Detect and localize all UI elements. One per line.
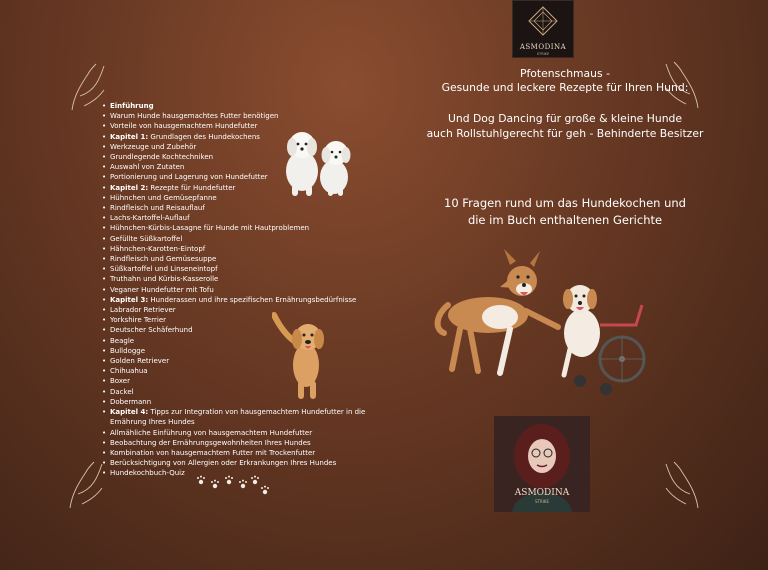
toc-item-bold-label: Kapitel 1: (110, 132, 149, 141)
author-portrait (494, 416, 590, 512)
toc-item (102, 315, 372, 325)
toc-item (102, 458, 372, 468)
toc-item-label: Rindfleisch und Gemüsesuppe (110, 255, 217, 264)
toc-item-label: Warum Hunde hausgemachtes Futter benötigen (110, 112, 279, 121)
toc-item-label: Lachs-Kartoffel-Auflauf (110, 214, 190, 223)
brand-logo (512, 0, 574, 58)
ornament-icon (513, 1, 573, 41)
toc-item (102, 264, 372, 274)
toc-item-label: Boxer (110, 377, 130, 386)
toc-item (102, 407, 372, 427)
toc-item-label: Veganer Hundefutter mit Tofu (110, 285, 214, 294)
toc-item (102, 295, 372, 305)
toc-item-label: Truthahn und Kürbis-Kasserolle (110, 275, 219, 284)
toc-item-label: Berücksichtigung von Allergien oder Erkrankungen Ihres Hundes (110, 459, 337, 468)
toc-item (102, 111, 372, 121)
faq-line-1: 10 Fragen rund um das Hundekochen und (444, 196, 686, 210)
title-line-1: Pfotenschmaus - (520, 67, 610, 80)
logo-sub-text: STRIKE (536, 52, 550, 56)
toc-item (102, 346, 372, 356)
toc-item (102, 325, 372, 335)
toc-item-label: Hunderassen und ihre spezifischen Ernährungsbedürfnisse (148, 295, 357, 304)
faq-heading (420, 195, 710, 229)
toc-item (102, 448, 372, 458)
toc-item-label: Rindfleisch und Reisauflauf (110, 204, 205, 213)
toc-item-label: Tipps zur Integration von hausgemachtem Hundefutter in die Ernährung Ihres Hundes (110, 408, 366, 427)
toc-item-label: Beagle (110, 336, 135, 345)
toc-item-label: Hühnchen und Gemüsepfanne (110, 193, 217, 202)
toc-item-label: Vorteile von hausgemachtem Hundefutter (110, 122, 258, 131)
toc-item-label: Dackel (110, 387, 134, 396)
toc-item-bold-label: Kapitel 4: (110, 408, 149, 417)
toc-item-label: Hundekochbuch-Quiz (110, 469, 185, 478)
toc-item-label: Beobachtung der Ernährungsgewohnheiten Ihres Hundes (110, 438, 311, 447)
paw-prints-icon (195, 474, 271, 498)
toc-item (102, 254, 372, 264)
toc-item-bold-label: Kapitel 3: (110, 295, 149, 304)
title-line-3: Und Dog Dancing für große & kleine Hunde (447, 112, 683, 125)
logo-brand-text: ASMODINA (519, 43, 567, 51)
toc-item-label: Yorkshire Terrier (110, 316, 166, 325)
white-dogs-image (278, 125, 358, 197)
toc-item (102, 203, 372, 213)
toc-item-label: Golden Retriever (110, 357, 170, 366)
toc-item (102, 244, 372, 254)
toc-item-bold-label: Kapitel 2: (110, 183, 149, 192)
faq-line-2: die im Buch enthaltenen Gerichte (467, 213, 663, 227)
toc-item-label: Werkzeuge und Zubehör (110, 142, 197, 151)
portrait-brand-text: ASMODINA (514, 488, 570, 498)
dancing-dogs-wheelchair-image (430, 245, 655, 405)
toc-item-label: Gefüllte Süßkartoffel (110, 234, 183, 243)
toc-item-label: Bulldogge (110, 346, 146, 355)
toc-item (102, 274, 372, 284)
toc-item (102, 376, 372, 386)
prayer-hands-icon (660, 458, 704, 510)
toc-item (102, 285, 372, 295)
toc-item (102, 101, 372, 111)
toc-item-label: Chihuahua (110, 367, 148, 376)
toc-item-label: Süßkartoffel und Linseneintopf (110, 265, 218, 274)
toc-item-bold-label: Einführung (110, 102, 154, 110)
toc-item (102, 428, 372, 438)
book-title (420, 67, 710, 94)
toc-item (102, 397, 372, 407)
toc-item (102, 366, 372, 376)
title-line-4: auch Rollstuhlgerecht für geh - Behinderte Besitzer (426, 127, 704, 140)
toc-item-label: Dobermann (110, 397, 152, 406)
toc-item (102, 438, 372, 448)
toc-item-label: Grundlegende Kochtechniken (110, 153, 214, 162)
toc-item-label: Labrador Retriever (110, 306, 176, 315)
toc-item-label: Hühnchen-Kürbis-Lasagne für Hunde mit Hautproblemen (110, 224, 310, 233)
toc-item (102, 213, 372, 223)
toc-item-label: Grundlagen des Hundekochens (148, 132, 260, 141)
toc-item (102, 356, 372, 366)
golden-retriever-image (272, 305, 330, 401)
toc-item-label: Kombination von hausgemachtem Futter mit Trockenfutter (110, 448, 316, 457)
toc-item-label: Rezepte für Hundefutter (148, 183, 236, 192)
toc-item-label: Hähnchen-Karotten-Eintopf (110, 244, 206, 253)
toc-item-label: Allmähliche Einführung von hausgemachtem Hundefutter (110, 428, 313, 437)
toc-item-label: Portionierung und Lagerung von Hundefutter (110, 173, 268, 182)
toc-item (102, 234, 372, 244)
toc-item (102, 387, 372, 397)
toc-item-label: Deutscher Schäferhund (110, 326, 193, 335)
title-line-2: Gesunde und leckere Rezepte für Ihren Hund: (441, 80, 689, 94)
toc-item (102, 305, 372, 315)
book-subtitle (420, 111, 710, 141)
toc-item (102, 336, 372, 346)
portrait-sub-text: STRIKE (534, 499, 550, 504)
toc-item-label: Auswahl von Zutaten (110, 163, 185, 172)
toc-item (102, 223, 372, 233)
